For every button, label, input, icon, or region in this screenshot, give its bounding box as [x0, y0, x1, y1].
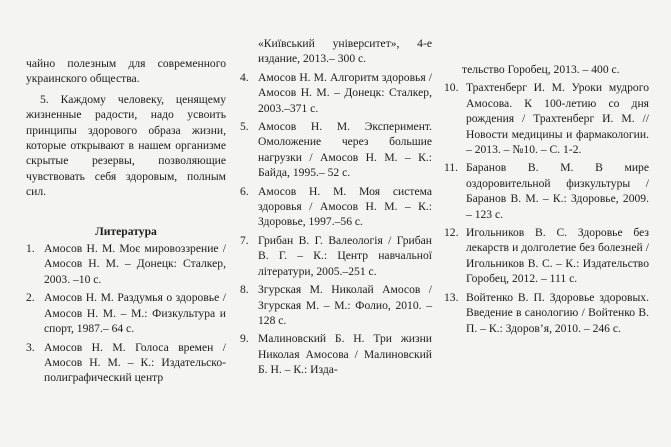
reference-number: 4. [240, 70, 249, 84]
reference-item [26, 241, 226, 287]
paragraph-5: 5. Каждому человеку, ценящему жизненные радости, надо усвоить принципы здорового образа жизни, которые открывают в нашем организме скрытые резервы, позволяющие чувствовать себя здоровым, полным сил. [26, 92, 226, 199]
reference-item [444, 80, 649, 157]
reference-text: Амосов Н. М. Моя система здоровья / Амосов Н. М. – К.: Здоровье, 1997.–56 с. [258, 184, 432, 229]
reference-number: 11. [444, 161, 459, 175]
reference-list-right [444, 80, 649, 336]
paragraph-continuation: чайно полезным для современного украинского общества. [26, 57, 226, 86]
reference-number: 12. [444, 226, 459, 240]
reference-item [240, 331, 432, 377]
reference-number: 9. [240, 332, 249, 346]
reference-text: Трахтенберг И. М. Уроки мудрого Амосова. К 100-летию со дня рождения / Трахтенберг И. М. // Новости медицины и фармакологии. – 2013. – №10. – С. 1-2. [466, 81, 649, 157]
column-middle [240, 0, 432, 381]
reference-item [240, 184, 432, 230]
reference-number: 8. [240, 283, 249, 297]
reference-number: 13. [444, 290, 459, 304]
reference-text: Малиновский Б. Н. Три жизни Николая Амосова / Малиновский Б. Н. – К.: Изда- [258, 332, 432, 377]
reference-text: Баранов В. М. В мире оздоровительной физкультуры / Баранов В. М. – К.: Здоровье, 2009. – 123 с. [466, 161, 649, 221]
reference-item [240, 282, 432, 328]
reference-number: 2. [26, 291, 35, 305]
reference-number: 5. [240, 120, 249, 134]
reference-item [444, 225, 649, 287]
reference-number: 1. [26, 242, 35, 256]
reference-number: 10. [444, 81, 459, 95]
reference-list-left [26, 241, 226, 386]
reference-continuation: «Київський університет», 4-е издание, 2013.– 300 с. [258, 37, 432, 66]
reference-item [240, 70, 432, 116]
reference-text: Амосов Н. М. Раздумья о здоровье / Амосов Н. М. – М.: Физкультура и спорт, 1987.– 64 с. [44, 291, 226, 336]
reference-item [26, 290, 226, 336]
reference-item [240, 119, 432, 181]
reference-text: Грибан В. Г. Валеологія / Грибан В. Г. – К.: Центр навчальної літератури, 2005.–251 с. [258, 233, 432, 278]
reference-number: 3. [26, 340, 35, 354]
reference-text: Згурская М. Николай Амосов / Згурская М. – М.: Фолио, 2010. – 128 с. [258, 283, 432, 327]
reference-text: Амосов Н. М. Эксперимент. Омоложение через большие нагрузки / Амосов Н. М. – К.: Байда, 1995.– 52 с. [258, 120, 432, 180]
references-heading: Литература [95, 224, 157, 238]
reference-number: 7. [240, 233, 249, 247]
reference-text: Амосов Н. М. Моє мировоззрение / Амосов Н. М. – Донецк: Сталкер, 2003. –10 с. [44, 242, 226, 286]
reference-text: Войтенко В. П. Здоровье здоровых. Введение в санологию / Войтенко В. П. – К.: Здоров’я, 2010. – 246 с. [466, 290, 649, 335]
reference-text: Игольников В. С. Здоровье без лекарств и долголетие без болезней / Игольников В. С. – К.: Издательство Горобец, 2012. – 111 с. [466, 226, 649, 286]
reference-item [444, 290, 649, 336]
reference-list-middle [240, 70, 432, 378]
reference-number: 6. [240, 184, 249, 198]
column-right [444, 0, 649, 339]
reference-text: Амосов Н. М. Голоса времен / Амосов Н. М. – К.: Издательско-полиграфический центр [44, 340, 226, 385]
reference-text: Амосов Н. М. Алгоритм здоровья / Амосов Н. М. – Донецк: Сталкер, 2003.–371 с. [258, 70, 432, 115]
reference-continuation: тельство Горобец, 2013. – 400 с. [462, 63, 620, 76]
column-left [26, 0, 226, 389]
reference-item [444, 160, 649, 222]
reference-item [240, 233, 432, 279]
reference-item [26, 340, 226, 386]
